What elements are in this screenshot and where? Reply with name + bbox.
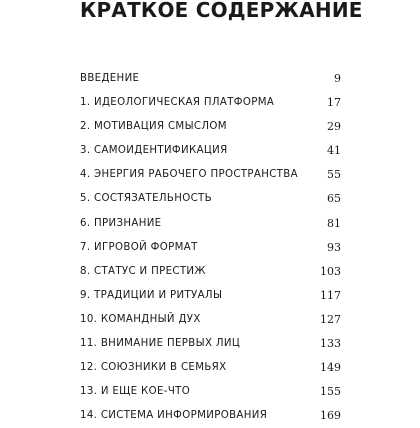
toc-entry-page-number: 133: [320, 337, 341, 351]
toc-entry[interactable]: [80, 212, 341, 236]
toc-entry-page-number: 169: [320, 409, 341, 423]
toc-entry-title: 9. ТРАДИЦИИ И РИТУАЛЫ: [80, 289, 223, 301]
toc-entry-page-number: 17: [327, 96, 341, 110]
toc-entry-title: 11. ВНИМАНИЕ ПЕРВЫХ ЛИЦ: [80, 338, 241, 350]
toc-entry-page-number: 29: [327, 120, 341, 134]
toc-entry[interactable]: [80, 139, 341, 163]
toc-entry-title: 4. ЭНЕРГИЯ РАБОЧЕГО ПРОСТРАНСТВА: [80, 169, 298, 181]
toc-entry-page-number: 149: [320, 361, 341, 375]
toc-entry[interactable]: [80, 260, 341, 284]
toc-entry[interactable]: [80, 332, 341, 356]
page-title: КРАТКОЕ СОДЕРЖАНИЕ: [80, 0, 363, 22]
toc-entry-title: 6. ПРИЗНАНИЕ: [80, 217, 162, 229]
toc-entry-title: 2. МОТИВАЦИЯ СМЫСЛОМ: [80, 121, 227, 133]
toc-entry[interactable]: [80, 115, 341, 139]
toc-entry[interactable]: [80, 163, 341, 187]
toc-entry-page-number: 117: [320, 288, 341, 302]
toc-entry-title: 13. И ЕЩЕ КОЕ-ЧТО: [80, 386, 191, 398]
toc-entry[interactable]: [80, 187, 341, 211]
toc-entry[interactable]: [80, 356, 341, 380]
toc-entry-title: 8. СТАТУС И ПРЕСТИЖ: [80, 265, 206, 277]
toc-entry[interactable]: [80, 380, 341, 404]
toc-entry-title: 3. САМОИДЕНТИФИКАЦИЯ: [80, 145, 228, 157]
toc-entry[interactable]: [80, 236, 341, 260]
toc-entry-title: 5. СОСТЯЗАТЕЛЬНОСТЬ: [80, 193, 212, 205]
toc-entry-page-number: 127: [320, 312, 341, 326]
toc-entry[interactable]: [80, 284, 341, 308]
toc-entry-title: 12. СОЮЗНИКИ В СЕМЬЯХ: [80, 362, 227, 374]
toc-entry-title: ВВЕДЕНИЕ: [80, 73, 140, 84]
toc-entry-page-number: 55: [327, 168, 341, 182]
toc-entry-title: 1. ИДЕОЛОГИЧЕСКАЯ ПЛАТФОРМА: [80, 97, 275, 109]
table-of-contents: [80, 67, 341, 428]
toc-entry[interactable]: [80, 91, 341, 115]
toc-entry-page-number: 103: [320, 264, 341, 278]
toc-entry-page-number: 155: [320, 385, 341, 399]
toc-entry-page-number: 41: [327, 144, 341, 158]
toc-entry-title: 10. КОМАНДНЫЙ ДУХ: [80, 313, 201, 325]
toc-entry-page-number: 9: [334, 72, 341, 85]
toc-entry[interactable]: [80, 67, 341, 91]
toc-entry-page-number: 93: [327, 240, 341, 254]
toc-entry-page-number: 65: [327, 192, 341, 206]
toc-entry-page-number: 81: [327, 216, 341, 230]
toc-entry[interactable]: [80, 404, 341, 428]
toc-entry[interactable]: [80, 308, 341, 332]
toc-entry-title: 7. ИГРОВОЙ ФОРМАТ: [80, 241, 198, 253]
toc-entry-title: 14. СИСТЕМА ИНФОРМИРОВАНИЯ: [80, 410, 268, 422]
